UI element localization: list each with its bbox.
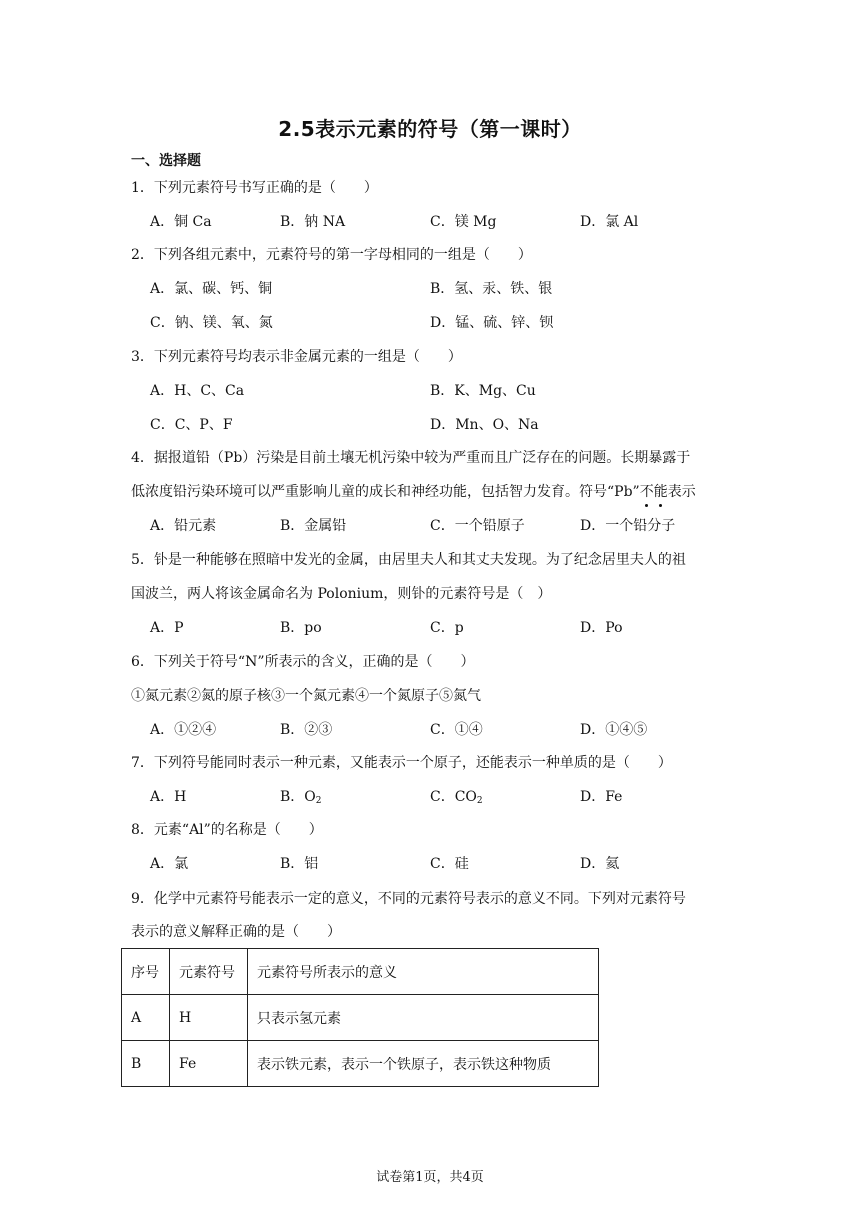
question-6-stem: 6．下列关于符号“N”所表示的含义，正确的是（ ）: [131, 654, 475, 670]
table-cell: A: [122, 995, 170, 1041]
page-title: 2.5表示元素的符号（第一课时）: [278, 117, 582, 141]
question-2-option-c[interactable]: C．钠、镁、氧、氮: [150, 315, 273, 331]
question-9-stem-line-2: 表示的意义解释正确的是（ ）: [131, 924, 341, 940]
question-5-option-a[interactable]: A．P: [150, 620, 184, 636]
table-cell: B: [122, 1041, 170, 1087]
question-5-option-b[interactable]: B．po: [280, 620, 322, 636]
question-2-option-d[interactable]: D．锰、硫、锌、钡: [430, 315, 554, 331]
table-cell: Fe: [170, 1041, 248, 1087]
question-9-stem-line-1: 9．化学中元素符号能表示一定的意义，不同的元素符号表示的意义不同。下列对元素符号: [131, 891, 686, 907]
question-6-option-a[interactable]: A．①②④: [150, 722, 217, 738]
question-4-stem-text: 低浓度铅污染环境可以严重影响儿童的成长和神经功能，包括智力发育。符号“Pb”: [131, 484, 640, 500]
question-7-option-d[interactable]: D．Fe: [580, 789, 623, 805]
question-8-option-d[interactable]: D．氦: [580, 856, 620, 872]
question-1-option-d[interactable]: D．氯 Al: [580, 214, 639, 230]
question-8-option-c[interactable]: C．硅: [430, 856, 469, 872]
question-5-stem-line-2: 国波兰，两人将该金属命名为 Polonium，则钋的元素符号是（ ）: [131, 586, 552, 602]
subscript: 2: [476, 796, 483, 806]
question-8-option-a[interactable]: A．氯: [150, 856, 189, 872]
question-4-option-a[interactable]: A．铅元素: [150, 518, 217, 534]
emphasis-dot-char: 能: [653, 484, 668, 500]
table-header-cell: 元素符号所表示的意义: [248, 949, 599, 995]
question-5-stem-line-1: 5．钋是一种能够在照暗中发光的金属，由居里夫人和其丈夫发现。为了纪念居里夫人的祖: [131, 552, 686, 568]
question-7-option-c-text: C．CO: [430, 789, 477, 805]
emphasis-dot-char: 不: [639, 484, 654, 500]
question-6-option-c[interactable]: C．①④: [430, 722, 483, 738]
section-heading: 一、选择题: [131, 153, 201, 169]
question-3-option-d[interactable]: D．Mn、O、Na: [430, 417, 539, 433]
question-8-stem: 8．元素“Al”的名称是（ ）: [131, 822, 323, 838]
subscript: 2: [315, 796, 322, 806]
table-header-cell: 序号: [122, 949, 170, 995]
question-3-option-b[interactable]: B．K、Mg、Cu: [430, 383, 536, 399]
question-7-stem: 7．下列符号能同时表示一种元素，又能表示一个原子，还能表示一种单质的是（ ）: [131, 755, 672, 771]
question-4-option-d[interactable]: D．一个铅分子: [580, 518, 676, 534]
table-header-row: [122, 949, 599, 995]
question-7-option-a[interactable]: A．H: [150, 789, 187, 805]
question-1-stem: 1．下列元素符号书写正确的是（ ）: [131, 180, 378, 196]
question-1-option-c[interactable]: C．镁 Mg: [430, 214, 497, 230]
table-header-cell: 元素符号: [170, 949, 248, 995]
question-3-stem: 3．下列元素符号均表示非金属元素的一组是（ ）: [131, 349, 462, 365]
question-4-option-b[interactable]: B．金属铅: [280, 518, 347, 534]
question-5-option-c[interactable]: C．p: [430, 620, 464, 636]
table-cell: 表示铁元素，表示一个铁原子，表示铁这种物质: [248, 1041, 599, 1087]
question-7-option-b-text: B．O: [280, 789, 316, 805]
question-7-option-c[interactable]: [430, 787, 483, 807]
question-6-option-b[interactable]: B．②③: [280, 722, 333, 738]
table-row: [122, 1041, 599, 1087]
question-6-items: ①氮元素②氮的原子核③一个氮元素④一个氮原子⑤氮气: [131, 688, 481, 704]
question-3-option-c[interactable]: C．C、P、F: [150, 417, 233, 433]
question-3-option-a[interactable]: A．H、C、Ca: [150, 383, 245, 399]
question-1-option-b[interactable]: B．钠 NA: [280, 214, 346, 230]
question-6-option-d[interactable]: D．①④⑤: [580, 722, 648, 738]
page-footer: 试卷第1页，共4页: [376, 1170, 484, 1185]
table-cell: 只表示氢元素: [248, 995, 599, 1041]
question-2-stem: 2．下列各组元素中，元素符号的第一字母相同的一组是（ ）: [131, 247, 532, 263]
question-2-option-b[interactable]: B．氢、汞、铁、银: [430, 281, 553, 297]
question-4-stem-tail: 表示: [667, 484, 696, 500]
question-2-option-a[interactable]: A．氯、碳、钙、铜: [150, 281, 273, 297]
question-1-option-a[interactable]: A．铜 Ca: [150, 214, 212, 230]
question-8-option-b[interactable]: B．铝: [280, 856, 319, 872]
question-9-table: [121, 948, 599, 1087]
question-7-option-b[interactable]: [280, 787, 322, 807]
question-5-option-d[interactable]: D．Po: [580, 620, 623, 636]
question-4-option-c[interactable]: C．一个铅原子: [430, 518, 525, 534]
question-4-stem-line-1: 4．据报道铅（Pb）污染是目前土壤无机污染中较为严重而且广泛存在的问题。长期暴露于: [131, 450, 691, 466]
table-cell: H: [170, 995, 248, 1041]
question-4-stem-line-2: [131, 482, 731, 502]
table-row: [122, 995, 599, 1041]
